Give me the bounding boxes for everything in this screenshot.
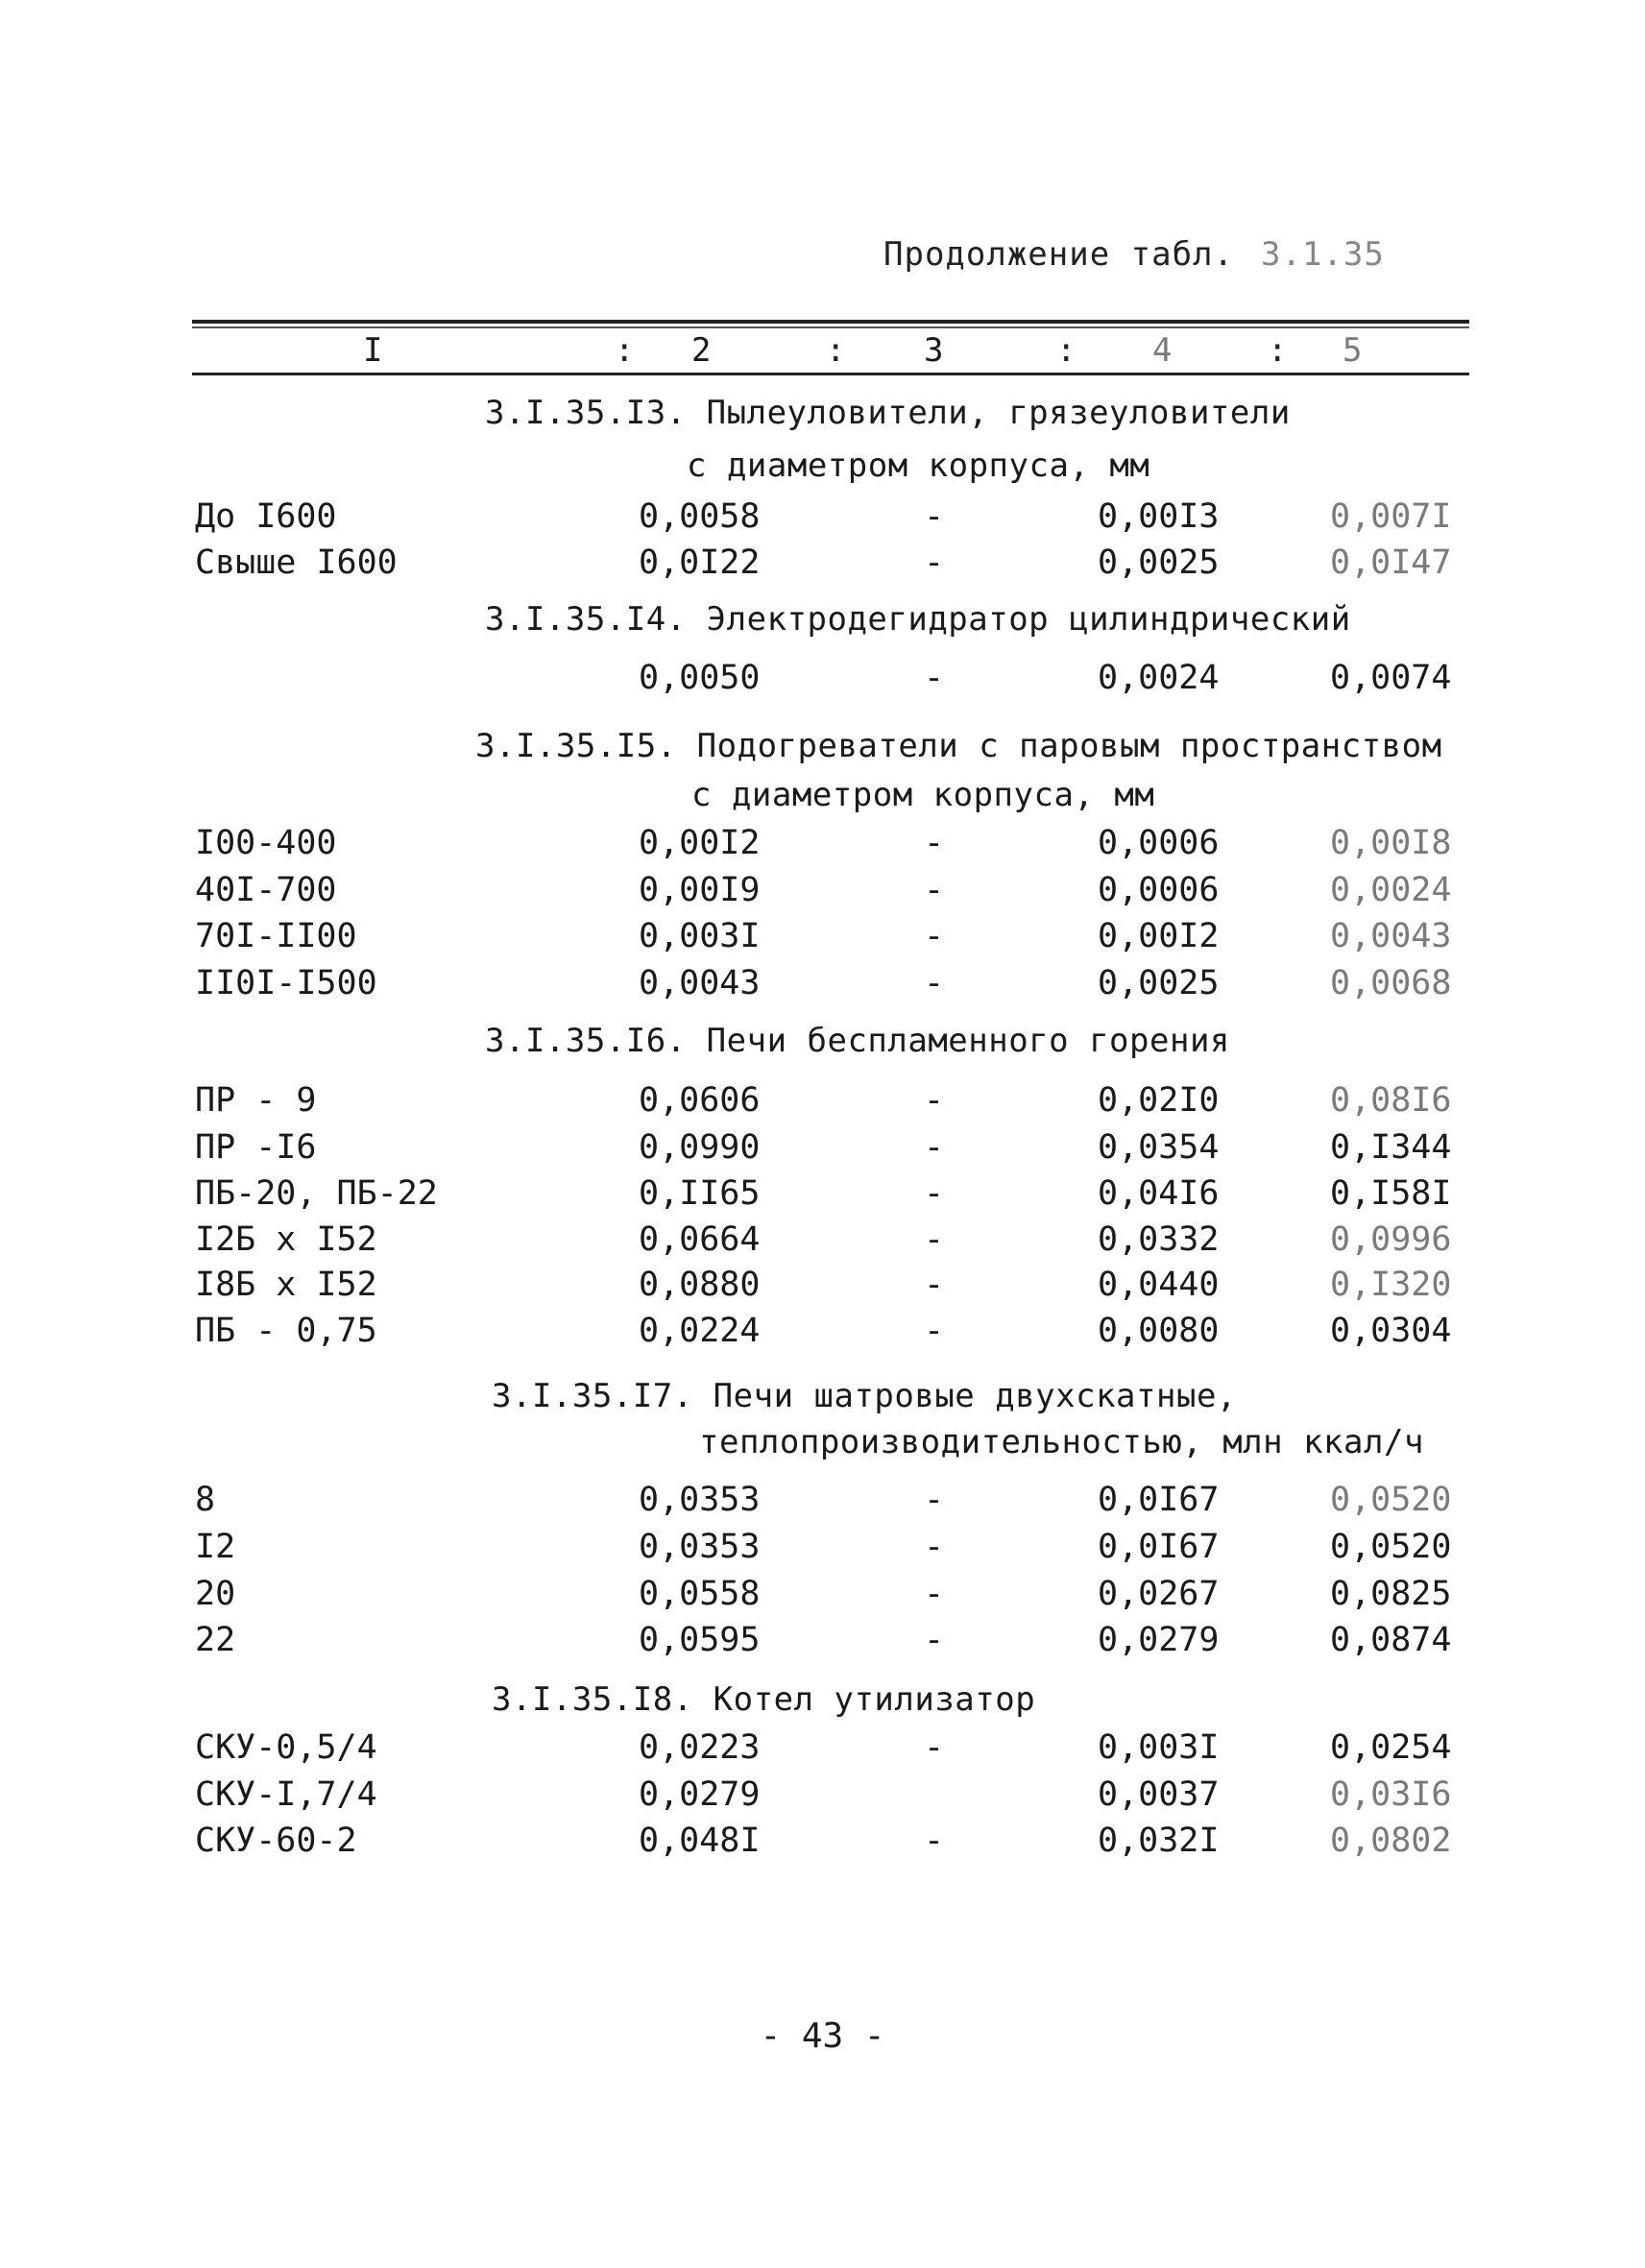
- value-col-4: 0,0024: [1098, 659, 1220, 697]
- table-row: [0, 871, 1645, 915]
- value-col-3: -: [924, 659, 945, 697]
- table-row: [0, 1220, 1645, 1265]
- value-col-3: -: [924, 497, 945, 536]
- section-title: 3.I.35.I3. Пылеуловители, грязеуловители: [485, 394, 1291, 432]
- value-col-3: -: [924, 1728, 945, 1767]
- value-col-2: 0,0353: [639, 1481, 761, 1519]
- value-col-3: -: [924, 871, 945, 909]
- value-col-4: 0,0006: [1098, 824, 1220, 862]
- value-col-3: -: [924, 543, 945, 582]
- value-col-5: 0,08I6: [1330, 1081, 1452, 1120]
- value-col-2: 0,0353: [639, 1528, 761, 1566]
- row-label: ПР - 9: [195, 1081, 317, 1120]
- value-col-4: 0,0332: [1098, 1220, 1220, 1259]
- value-col-4: 0,032I: [1098, 1822, 1220, 1860]
- table-header-rule: [192, 373, 1469, 375]
- column-separator: :: [1268, 331, 1288, 370]
- value-col-2: 0,0224: [639, 1312, 761, 1350]
- row-label: ПР -I6: [195, 1128, 317, 1167]
- value-col-5: 0,I344: [1330, 1128, 1452, 1167]
- value-col-2: 0,0990: [639, 1128, 761, 1167]
- value-col-2: 0,003I: [639, 917, 761, 955]
- value-col-2: 0,00I9: [639, 871, 761, 909]
- value-col-3: -: [924, 1621, 945, 1659]
- row-label: I2: [195, 1528, 236, 1566]
- table-row: [0, 497, 1645, 542]
- value-col-3: -: [924, 1481, 945, 1519]
- table-row: [0, 543, 1645, 588]
- value-col-5: 0,0024: [1330, 871, 1452, 909]
- table-row: [0, 1728, 1645, 1773]
- value-col-2: 0,0558: [639, 1575, 761, 1613]
- value-col-4: 0,0354: [1098, 1128, 1220, 1167]
- value-col-5: 0,0I47: [1330, 543, 1452, 582]
- column-header-3: 3: [924, 331, 944, 370]
- value-col-5: 0,0043: [1330, 917, 1452, 955]
- value-col-2: 0,0595: [639, 1621, 761, 1659]
- table-row: [0, 1481, 1645, 1525]
- table-top-rule-secondary: [192, 326, 1469, 328]
- value-col-4: 0,0025: [1098, 543, 1220, 582]
- column-separator: :: [1056, 331, 1077, 370]
- section-title: 3.I.35.I7. Печи шатровые двухскатные,: [492, 1377, 1237, 1415]
- section-subtitle: с диаметром корпуса, мм: [691, 776, 1155, 814]
- value-col-5: 0,0874: [1330, 1621, 1452, 1659]
- value-col-5: 0,0996: [1330, 1220, 1452, 1259]
- column-header-5: 5: [1343, 331, 1363, 370]
- value-col-4: 0,0279: [1098, 1621, 1220, 1659]
- row-label: II0I-I500: [195, 964, 377, 1002]
- row-label: 40I-700: [195, 871, 337, 909]
- value-col-3: -: [924, 1822, 945, 1860]
- row-label: СКУ-0,5/4: [195, 1728, 377, 1767]
- table-row: [0, 659, 1645, 703]
- value-col-5: 0,I58I: [1330, 1174, 1452, 1213]
- row-label: До I600: [195, 497, 337, 536]
- section-title: 3.I.35.I6. Печи беспламенного горения: [485, 1022, 1230, 1060]
- value-col-5: 0,0074: [1330, 659, 1452, 697]
- section-subtitle: теплопроизводительностью, млн ккал/ч: [699, 1423, 1424, 1461]
- value-col-4: 0,0I67: [1098, 1481, 1220, 1519]
- page-number: - 43 -: [760, 2016, 885, 2056]
- table-row: [0, 1822, 1645, 1866]
- value-col-4: 0,0267: [1098, 1575, 1220, 1613]
- value-col-3: -: [924, 1081, 945, 1120]
- value-col-2: 0,II65: [639, 1174, 761, 1213]
- column-header-4: 4: [1152, 331, 1173, 370]
- row-label: СКУ-60-2: [195, 1822, 357, 1860]
- row-label: ПБ - 0,75: [195, 1312, 377, 1350]
- value-col-2: 0,0058: [639, 497, 761, 536]
- value-col-5: 0,03I6: [1330, 1775, 1452, 1814]
- table-row: [0, 1528, 1645, 1572]
- row-label: ПБ-20, ПБ-22: [195, 1174, 438, 1213]
- table-row: [0, 1128, 1645, 1172]
- section-title: 3.I.35.I5. Подогреватели с паровым пространством: [475, 727, 1442, 765]
- column-header-2: 2: [691, 331, 712, 370]
- column-separator: :: [615, 331, 635, 370]
- table-reference: 3.1.35: [1261, 235, 1385, 274]
- value-col-2: 0,0I22: [639, 543, 761, 582]
- value-col-3: -: [924, 1575, 945, 1613]
- table-top-rule: [192, 320, 1469, 324]
- row-label: I00-400: [195, 824, 337, 862]
- value-col-4: 0,02I0: [1098, 1081, 1220, 1120]
- value-col-5: 0,0520: [1330, 1481, 1452, 1519]
- table-row: [0, 1575, 1645, 1619]
- section-title: 3.I.35.I4. Электродегидратор цилиндрический: [485, 600, 1351, 639]
- value-col-4: 0,0037: [1098, 1775, 1220, 1814]
- value-col-3: -: [924, 824, 945, 862]
- value-col-3: -: [924, 1220, 945, 1259]
- value-col-4: 0,0080: [1098, 1312, 1220, 1350]
- value-col-4: 0,003I: [1098, 1728, 1220, 1767]
- value-col-4: 0,0006: [1098, 871, 1220, 909]
- table-row: [0, 1621, 1645, 1665]
- value-col-2: 0,0050: [639, 659, 761, 697]
- value-col-2: 0,0279: [639, 1775, 761, 1814]
- value-col-4: 0,0440: [1098, 1266, 1220, 1304]
- value-col-2: 0,0606: [639, 1081, 761, 1120]
- table-row: [0, 1081, 1645, 1125]
- table-row: [0, 1312, 1645, 1356]
- value-col-3: -: [924, 1312, 945, 1350]
- value-col-5: 0,007I: [1330, 497, 1452, 536]
- table-row: [0, 1775, 1645, 1820]
- value-col-4: 0,0I67: [1098, 1528, 1220, 1566]
- section-subtitle: с диаметром корпуса, мм: [687, 446, 1150, 485]
- row-label: 22: [195, 1621, 236, 1659]
- value-col-4: 0,00I3: [1098, 497, 1220, 536]
- table-row: [0, 1174, 1645, 1218]
- value-col-2: 0,0043: [639, 964, 761, 1002]
- continuation-label: Продолжение табл.: [883, 235, 1234, 274]
- row-label: СКУ-I,7/4: [195, 1775, 377, 1814]
- column-separator: :: [826, 331, 846, 370]
- column-header-1: I: [363, 331, 383, 370]
- value-col-3: -: [924, 1266, 945, 1304]
- value-col-5: 0,0254: [1330, 1728, 1452, 1767]
- value-col-4: 0,00I2: [1098, 917, 1220, 955]
- row-label: I2Б х I52: [195, 1220, 377, 1259]
- value-col-5: 0,0802: [1330, 1822, 1452, 1860]
- value-col-5: 0,0068: [1330, 964, 1452, 1002]
- column-header-row: [192, 331, 1469, 372]
- value-col-3: -: [924, 1528, 945, 1566]
- table-row: [0, 1266, 1645, 1310]
- row-label: Свыше I600: [195, 543, 398, 582]
- section-title: 3.I.35.I8. Котел утилизатор: [492, 1680, 1036, 1719]
- value-col-5: 0,0520: [1330, 1528, 1452, 1566]
- row-label: 20: [195, 1575, 236, 1613]
- value-col-3: -: [924, 1128, 945, 1167]
- value-col-5: 0,I320: [1330, 1266, 1452, 1304]
- value-col-4: 0,04I6: [1098, 1174, 1220, 1213]
- table-row: [0, 917, 1645, 961]
- value-col-5: 0,0825: [1330, 1575, 1452, 1613]
- value-col-3: -: [924, 917, 945, 955]
- row-label: I8Б х I52: [195, 1266, 377, 1304]
- continuation-header: [883, 235, 1385, 274]
- value-col-5: 0,00I8: [1330, 824, 1452, 862]
- table-row: [0, 824, 1645, 868]
- value-col-2: 0,048I: [639, 1822, 761, 1860]
- table-row: [0, 964, 1645, 1008]
- value-col-2: 0,0223: [639, 1728, 761, 1767]
- value-col-2: 0,00I2: [639, 824, 761, 862]
- value-col-2: 0,0664: [639, 1220, 761, 1259]
- row-label: 70I-II00: [195, 917, 357, 955]
- value-col-2: 0,0880: [639, 1266, 761, 1304]
- value-col-3: -: [924, 1174, 945, 1213]
- value-col-3: -: [924, 964, 945, 1002]
- value-col-5: 0,0304: [1330, 1312, 1452, 1350]
- row-label: 8: [195, 1481, 216, 1519]
- value-col-4: 0,0025: [1098, 964, 1220, 1002]
